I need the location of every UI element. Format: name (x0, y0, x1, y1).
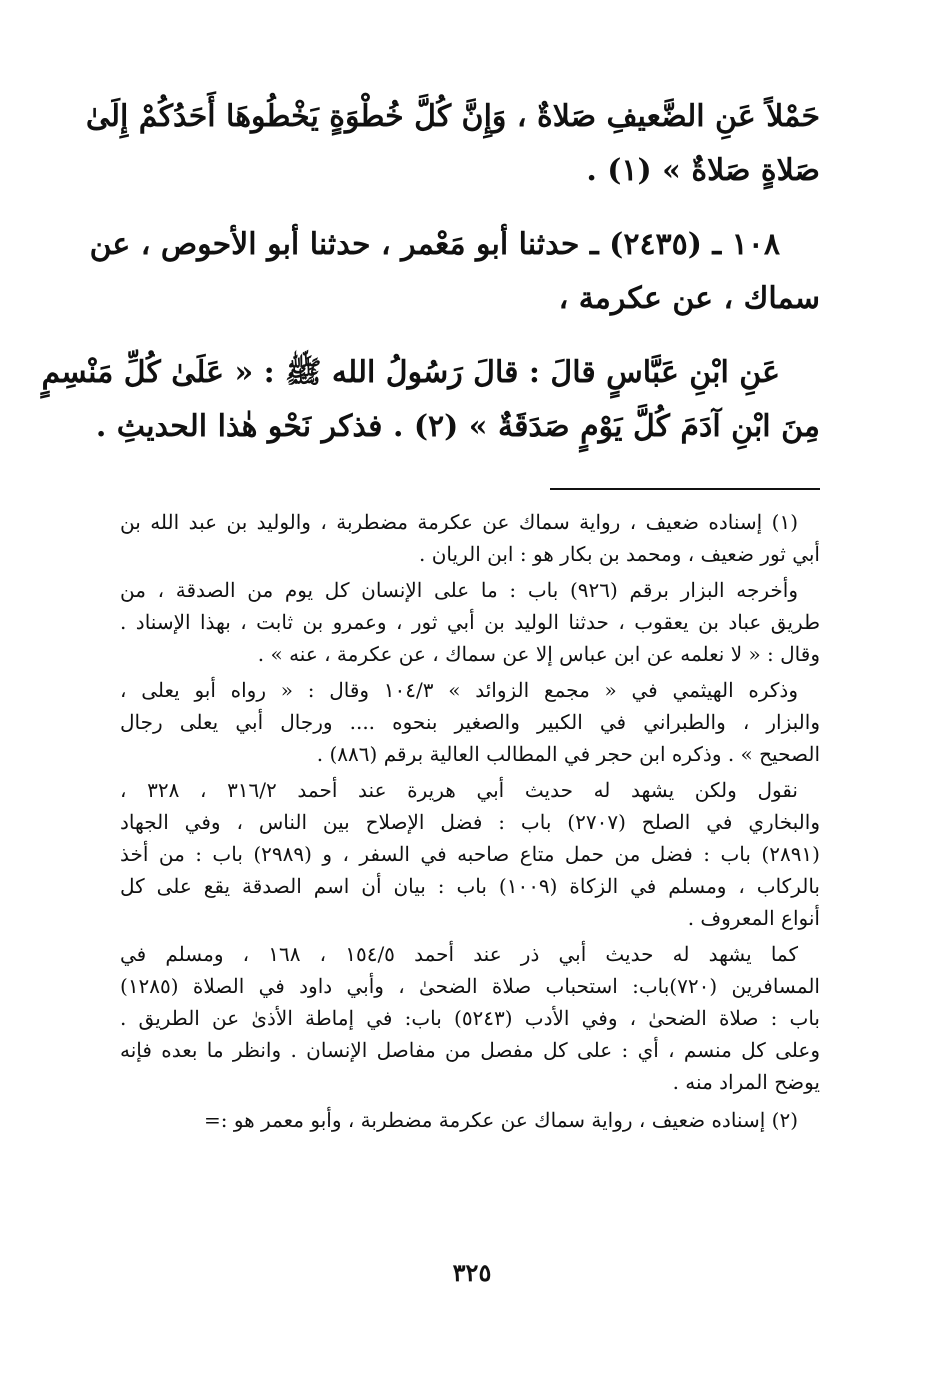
footnote-line: بالركاب ، ومسلم في الزكاة (١٠٠٩) باب : بيان أن اسم الصدقة يقع على كل (120, 874, 820, 898)
footnote-line: والبزار ، والطبراني في الكبير والصغير بنحوه .... ورجال أبي يعلى رجال (120, 710, 820, 734)
text-line: عَنِ ابْنِ عَبَّاسٍ قالَ : قالَ رَسُولُ الله ﷺ : « عَلَىٰ كُلِّ مَنْسِمٍ (41, 355, 780, 390)
text-line: مِنَ ابْنِ آدَمَ كُلَّ يَوْمٍ صَدَقَةٌ » (٢) . فذكر نَحْو هٰذا الحديثِ . (95, 409, 820, 444)
footnote-divider (550, 488, 820, 490)
footnote-line: وقال : « لا نعلمه عن ابن عباس إلا عن سماك ، عن عكرمة ، عنه » . (257, 642, 820, 666)
footnote-line: أنواع المعروف . (687, 906, 820, 930)
footnote-1 (120, 506, 820, 570)
book-page (41, 90, 820, 1140)
footnote-line: (٢) إسناده ضعيف ، رواية سماك عن عكرمة مضطربة ، وأبو معمر هو := (203, 1108, 798, 1132)
footnote-line: باب : صلاة الضحىٰ ، وفي الأدب (٥٢٤٣) باب: في إماطة الأذىٰ عن الطريق . (120, 1006, 820, 1030)
footnote-line: وذكره الهيثمي في « مجمع الزوائد » ١٠٤/٣ وقال : « رواه أبو يعلى ، (120, 678, 798, 702)
footnote-line: وأخرجه البزار برقم (٩٢٦) باب : ما على الإنسان كل يوم من الصدقة ، من (120, 578, 798, 602)
hadith-matn (41, 346, 820, 454)
text-line: صَلاةٍ صَلاةٌ » (١) . (586, 153, 820, 188)
hadith-isnad (89, 218, 820, 326)
footnote-line: يوضح المراد منه . (672, 1070, 820, 1094)
footnote-paragraph (120, 938, 820, 1098)
footnote-line: الصحيح » . وذكره ابن حجر في المطالب العالية برقم (٨٨٦) . (316, 742, 820, 766)
footnote-line: والبخاري في الصلح (٢٧٠٧) باب : فضل الإصلاح بين الناس ، وفي الجهاد (120, 810, 820, 834)
text-line: حَمْلاً عَنِ الضَّعيفِ صَلاةٌ ، وَإِنَّ كُلَّ خُطْوَةٍ يَخْطُوهَا أَحَدُكُمْ إِلَىٰ (85, 99, 820, 134)
footnote-line: (٢٨٩١) باب : فضل من حمل متاع صاحبه في السفر ، و (٢٩٨٩) باب : من أخذ (120, 842, 820, 866)
footnote-line: أبي ثور ضعيف ، ومحمد بن بكار هو : ابن الريان . (419, 542, 820, 566)
footnote-paragraph (120, 674, 820, 770)
hadith-continuation (85, 90, 820, 198)
text-line: ١٠٨ ـ (٢٤٣٥) ـ حدثنا أبو مَعْمر ، حدثنا أبو الأحوص ، عن (89, 227, 780, 262)
footnote-line: طريق عباد بن يعقوب ، حدثنا الوليد بن أبي ثور ، وعمرو بن ثابت ، بهذا الإسناد . (120, 610, 820, 634)
page-number: ٣٢٥ (452, 1258, 492, 1287)
footnote-2 (120, 1104, 820, 1136)
text-line: سماك ، عن عكرمة ، (558, 281, 820, 316)
footnote-paragraph (120, 574, 820, 670)
footnote-line: وعلى كل منسم ، أي : على كل مفصل من مفاصل الإنسان . وانظر ما بعده فإنه (120, 1038, 820, 1062)
footnote-line: المسافرين (٧٢٠)باب: استحباب صلاة الضحىٰ ، وأبي داود في الصلاة (١٢٨٥) (120, 974, 820, 998)
footnote-line: نقول ولكن يشهد له حديث أبي هريرة عند أحمد ٣١٦/٢ ، ٣٢٨ ، (120, 778, 798, 802)
footnote-paragraph (120, 774, 820, 934)
footnote-line: (١) إسناده ضعيف ، رواية سماك عن عكرمة مضطربة ، والوليد بن عبد الله بن (120, 510, 798, 534)
footnote-line: كما يشهد له حديث أبي ذر عند أحمد ١٥٤/٥ ، ١٦٨ ، ومسلم في (120, 942, 799, 966)
